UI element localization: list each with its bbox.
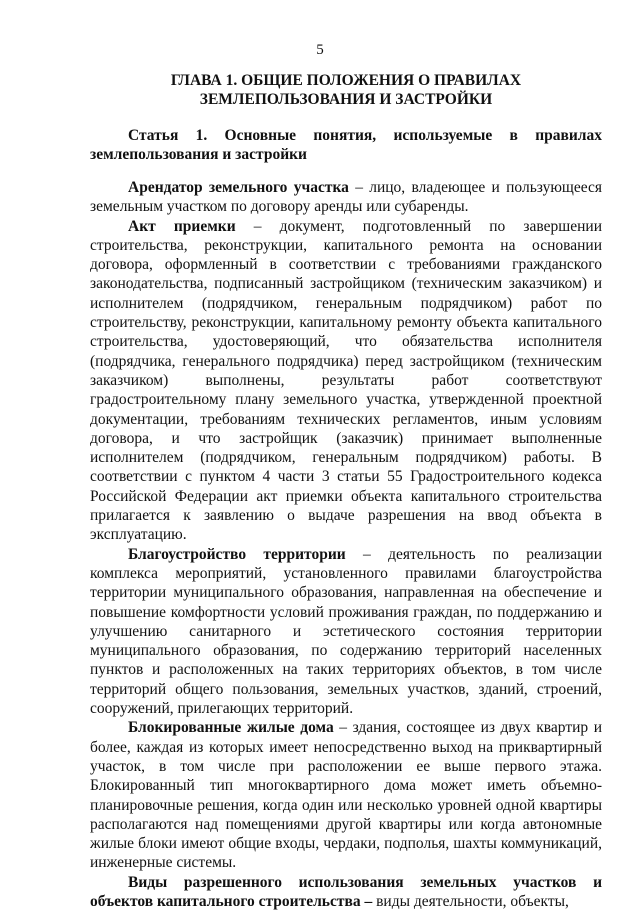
definition-term: Арендатор земельного участка [128, 179, 349, 196]
article-body [90, 178, 602, 911]
definition-term: Виды разрешенного использования земельных участков и объектов капитального строительства – [90, 873, 602, 910]
definition-term: Блокированные жилые дома [128, 719, 334, 737]
definition-text: – лицо, владеющее и пользующееся земельным участком по договору аренды или субаренды. [90, 179, 602, 216]
article-title-line-1: Статья 1. Основные понятия, используемые в правилах [128, 127, 602, 144]
definition-paragraph [90, 178, 602, 217]
definition-paragraph [90, 718, 602, 872]
definition-term: Благоустройство территории [128, 545, 346, 563]
chapter-title-line-1: ГЛАВА 1. ОБЩИЕ ПОЛОЖЕНИЯ О ПРАВИЛАХ [170, 72, 522, 89]
definition-text: – здания, состоящее из двух квартир и более, каждая из которых имеет непосредственно выход на приквартирный участок, в том числе при расположении ее выше первого этажа. Блокированный тип многоквартирного дома может иметь объемно-планировочные решения, когда один или несколько уровней одной квартиры располагаются над помещениями другой квартиры или когда автономные жилые блоки имеют общие входы, чердаки, подполья, шахты коммуникаций, инженерные системы. [90, 719, 602, 872]
article-title-line-2: землепользования и застройки [90, 146, 307, 163]
article-title [90, 126, 602, 164]
page-number: 5 [316, 42, 324, 58]
definition-paragraph [90, 545, 602, 719]
chapter-title-line-2: ЗЕМЛЕПОЛЬЗОВАНИЯ И ЗАСТРОЙКИ [199, 91, 493, 108]
definition-text: – деятельность по реализации комплекса мероприятий, установленного правилами благоустройства территории муниципального образования, направленная на обеспечение и повышение комфортности условий проживания граждан, по поддержанию и улучшению санитарного и эстетического состояния территории муниципального образования, по содержанию территорий населенных пунктов и расположенных на таких территориях объектов, в том числе территорий общего пользования, земельных участков, зданий, строений, сооружений, прилегающих территорий. [90, 545, 602, 718]
definition-text: виды деятельности, объекты, [372, 892, 569, 910]
chapter-title [90, 71, 602, 109]
definition-paragraph [90, 873, 602, 911]
definition-text: – документ, подготовленный по завершении строительства, реконструкции, капитального ремонта на основании договора, оформленный в соответствии с требованиями гражданского законодательства, подписанный застройщиком (техническим заказчиком) и исполнителем (подрядчиком, генеральным подрядчиком) работ по строительству, реконструкции, капитальному ремонту объекта капитального строительства, удостоверяющий, что обязательства исполнителя (подрядчика, генерального подрядчика) перед застройщиком (техническим заказчиком) выполнены, результаты работ соответствуют градостроительному плану земельного участка, утвержденной проектной документации, требованиям технических регламентов, иным условиям договора, и что застройщик (заказчик) принимает выполненные исполнителем (подрядчиком, генеральным подрядчиком) работы. В соответствии с пунктом 4 части 3 статьи 55 Градостроительного кодекса Российской Федерации акт приемки объекта капитального строительства прилагается к заявлению о выдаче разрешения на ввод объекта в эксплуатацию. [90, 217, 602, 544]
definition-paragraph [90, 217, 602, 545]
definition-term: Акт приемки [128, 217, 236, 235]
